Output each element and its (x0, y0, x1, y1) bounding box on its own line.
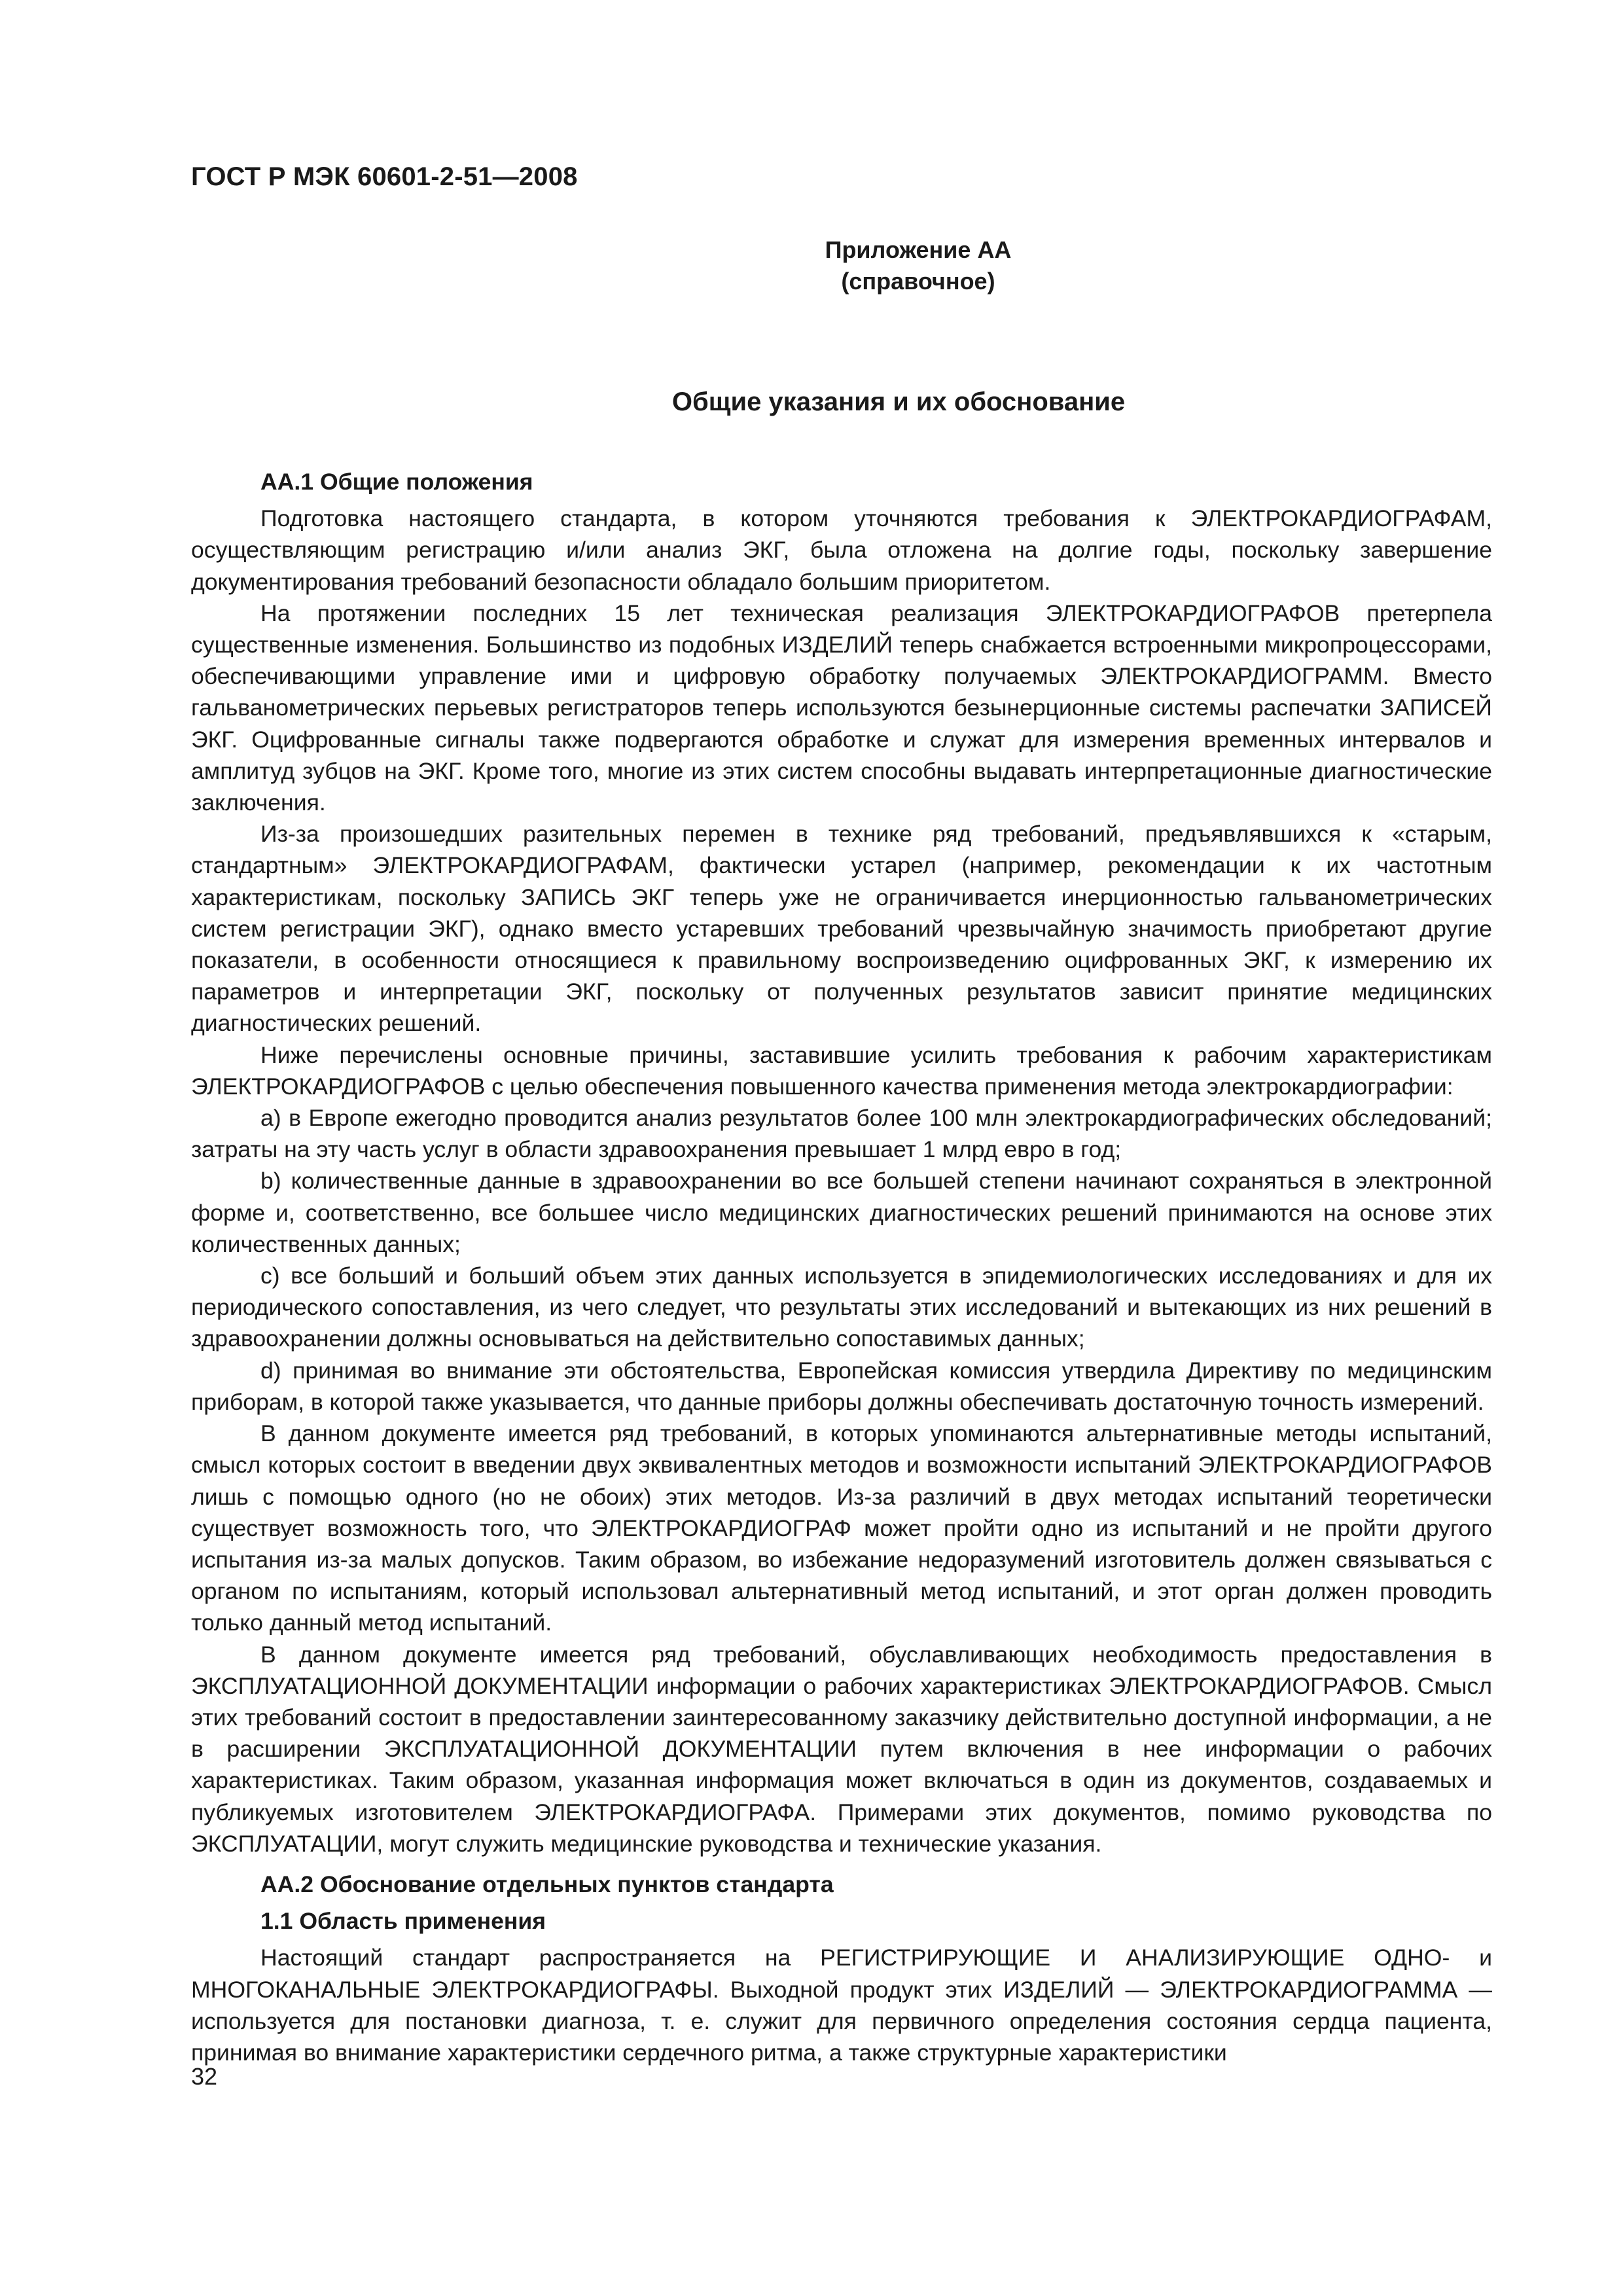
document-body (191, 466, 1492, 2068)
list-item-a: a) в Европе ежегодно проводится анализ результатов более 100 млн электрокардиографических обследований; затраты на эту часть услуг в области здравоохранения превышает 1 млрд евро в год; (191, 1105, 1492, 1163)
page-number: 32 (191, 2063, 218, 2090)
list-item-b: b) количественные данные в здравоохранении во все большей степени начинают сохраняться в электронной форме и, соответственно, все большее число медицинских диагностических решений принимаются на основе этих количественных данных; (191, 1168, 1492, 1257)
paragraph: Из-за произошедших разительных перемен в технике ряд требований, предъявлявшихся к «старым, стандартным» ЭЛЕКТРОКАРДИОГРАФАМ, фактически устарел (например, рекомендации к их частотным характеристикам, поскольку ЗАПИСЬ ЭКГ теперь уже не ограничивается инерционностью гальванометрических систем регистрации ЭКГ), однако вместо устаревших требований чрезвычайную значимость приобретают другие показатели, в особенности относящиеся к правильному воспроизведению оцифрованных ЭКГ, к измерению их параметров и интерпретации ЭКГ, поскольку от полученных результатов зависит принятие медицинских диагностических решений. (191, 821, 1492, 1037)
list-item-d: d) принимая во внимание эти обстоятельства, Европейская комиссия утвердила Директиву по медицинским приборам, в которой также указывается, что данные приборы должны обеспечивать достаточную точность измерений. (191, 1357, 1492, 1415)
paragraph: Подготовка настоящего стандарта, в котором уточняются требования к ЭЛЕКТРОКАРДИОГРАФАМ, осуществляющим регистрацию и/или анализ ЭКГ, была отложена на долгие годы, поскольку завершение документирования требований безопасности обладало большим приоритетом. (191, 505, 1492, 595)
section-heading-1-1: 1.1 Область применения (260, 1908, 546, 1935)
annex-label (0, 234, 1623, 297)
page-title: Общие указания и их обоснование (671, 387, 1126, 416)
paragraph: В данном документе имеется ряд требований, обуславливающих необходимость предоставления в ЭКСПЛУАТАЦИОННОЙ ДОКУМЕНТАЦИИ информации о рабочих характеристиках ЭЛЕКТРОКАРДИОГРАФОВ. Смысл этих требований состоит в предоставлении заинтересованному заказчику действительно доступной информации, а не в расширении ЭКСПЛУАТАЦИОННОЙ ДОКУМЕНТАЦИИ путем включения в нее информации о рабочих характеристиках. Таким образом, указанная информация может включаться в один из документов, создаваемых и публикуемых изготовителем ЭЛЕКТРОКАРДИОГРАФА. Примерами этих документов, помимо руководства по ЭКСПЛУАТАЦИИ, могут служить медицинские руководства и технические указания. (191, 1641, 1492, 1857)
annex-title: Приложение АА (825, 236, 1012, 263)
list-item-c: c) все больший и больший объем этих данных используется в эпидемиологических исследованиях и для их периодического сопоставления, из чего следует, что результаты этих исследований и вытекающих из них решений в здравоохранении должны основываться на действительно сопоставимых данных; (191, 1263, 1492, 1352)
paragraph: На протяжении последних 15 лет техническая реализация ЭЛЕКТРОКАРДИОГРАФОВ претерпела существенные изменения. Большинство из подобных ИЗДЕЛИЙ теперь снабжается встроенными микропроцессорами, обеспечивающими управление ими и цифровую обработку получаемых ЭЛЕКТРОКАРДИОГРАММ. Вместо гальванометрических перьевых регистраторов теперь используются безынерционные системы распечатки ЗАПИСЕЙ ЭКГ. Оцифрованные сигналы также подвергаются обработке и служат для измерения временных интервалов и амплитуд зубцов на ЭКГ. Кроме того, многие из этих систем способны выдавать интерпретационные диагностические заключения. (191, 600, 1492, 816)
document-header-code: ГОСТ Р МЭК 60601-2-51—2008 (191, 162, 578, 191)
paragraph: Ниже перечислены основные причины, заставившие усилить требования к рабочим характеристикам ЭЛЕКТРОКАРДИОГРАФОВ с целью обеспечения повышенного качества применения метода электрокардиографии: (191, 1041, 1492, 1100)
annex-type: (справочное) (841, 268, 995, 295)
paragraph: Настоящий стандарт распространяется на РЕГИСТРИРУЮЩИЕ И АНАЛИЗИРУЮЩИЕ ОДНО- и МНОГОКАНАЛЬНЫЕ ЭЛЕКТРОКАРДИОГРАФЫ. Выходной продукт этих ИЗДЕЛИЙ — ЭЛЕКТРОКАРДИОГРАММА — используется для постановки диагноза, т. е. служит для первичного определения состояния сердца пациента, принимая во внимание характеристики сердечного ритма, а также структурные характеристики (191, 1945, 1492, 2066)
section-heading-aa1: АА.1 Общие положения (260, 469, 533, 495)
paragraph: В данном документе имеется ряд требований, в которых упоминаются альтернативные методы испытаний, смысл которых состоит в введении двух эквивалентных методов и возможности испытаний ЭЛЕКТРОКАРДИОГРАФОВ лишь с помощью одного (но не обоих) этих методов. Из-за различий в двух методах испытаний теоретически существует возможность того, что ЭЛЕКТРОКАРДИОГРАФ может пройти одно из испытаний и не пройти другого испытания из-за малых допусков. Таким образом, во избежание недоразумений изготовитель должен связываться с органом по испытаниям, который использовал альтернативный метод испытаний, и этот орган должен проводить только данный метод испытаний. (191, 1420, 1492, 1636)
section-heading-aa2: АА.2 Обоснование отдельных пунктов стандарта (260, 1871, 834, 1897)
